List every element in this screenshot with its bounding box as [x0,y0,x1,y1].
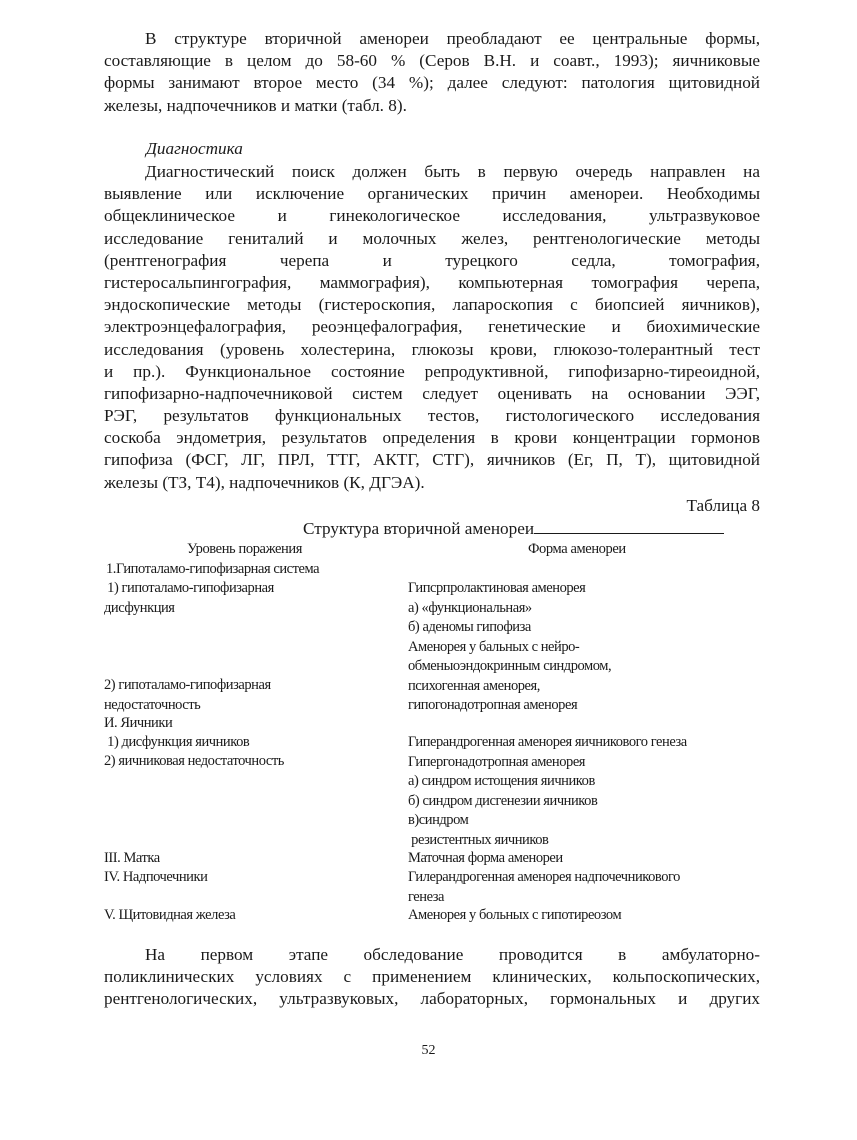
diagnostics-line: исследование гениталий и молочных желез, рентгенологические методы [104,228,760,248]
diagnostics-line: соскоба эндометрия, результатов определения в крови концентрации гормонов [104,428,760,448]
cell-line: 1.Гипоталамо-гипофизарная система [106,561,320,577]
cell-line: 2) яичниковая недостаточность [104,753,284,769]
table-label: Таблица 8 [686,496,760,515]
section-heading: Диагностика [146,139,243,158]
intro-line: В структуре вторичной аменореи преобладают ее центральные формы, [145,29,760,48]
table-cell-level [104,752,284,772]
cell-line: III. Матка [104,850,160,866]
cell-line: недостаточность [104,696,201,713]
closing-line: поликлинических условиях с применением клинических, кольпоскопических, [104,967,760,987]
table-cell-form [408,579,611,716]
cell-line: в)синдром [408,812,469,828]
table-caption-text: Структура вторичной аменореи [303,519,535,538]
table-cell-level [104,849,160,869]
table-cell-form [408,906,621,926]
closing-line: На первом этапе обследование проводится в амбулаторно- [145,945,760,964]
diagnostics-line: РЭГ, результатов функциональных тестов, гистологического исследования [104,406,760,426]
closing-paragraph [104,944,760,1011]
cell-line: обменыоэндокринным синдромом, [408,658,612,674]
cell-line: б) синдром дисгенезии яичников [408,792,598,809]
diagnostics-line: гипофизарно-надпочечниковой систем следует оценивать на основании ЭЭГ, [104,383,760,403]
diagnostics-line: выявление или исключение органических причин аменореи. Необходимы [104,184,760,204]
cell-line: Гипергонадотропная аменорея [408,753,586,770]
cell-line: И. Яичники [104,715,173,731]
cell-line: Гиперандрогенная аменорея яичникового генеза [408,734,687,750]
cell-line: 1) дисфункция яичников [104,734,250,750]
table-cell-level [104,868,207,888]
diagnostics-paragraph [104,161,760,494]
table-cell-form [408,849,563,869]
intro-line: составляющие в целом до 58-60 % (Серов В.Н. и соавт., 1993); яичниковые [104,51,760,71]
diagnostics-line: Диагностический поиск должен быть в первую очередь направлен на [145,162,760,181]
diagnostics-line: эндоскопические методы (гистероскопия, лапароскопия с биопсией яичников), [104,295,760,315]
cell-line: дисфункция [104,599,175,616]
intro-line: формы занимают второе место (34 %); далее следуют: патология щитовидной [104,73,760,93]
diagnostics-line: общеклиническое и гинекологическое исследования, ультразвуковое [104,206,760,226]
diagnostics-line: (рентгенография черепа и турецкого седла, томография, [104,250,760,270]
page-number: 52 [421,1043,436,1058]
table-col-header-level: Уровень поражения [187,541,303,557]
table-cell-level [104,733,249,753]
cell-line: гипогонадотропная аменорея [408,697,578,713]
cell-line: генеза [408,888,445,905]
cell-line: IV. Надпочечники [104,869,208,885]
cell-line: резистентных яичников [408,831,549,848]
table-cell-level [104,676,271,715]
table-col-header-form: Форма аменореи [528,541,626,557]
cell-line: Аменорея у больных с гипотиреозом [408,907,622,923]
cell-line: 1) гипоталамо-гипофизарная [104,580,274,596]
cell-line: а) «функциональная» [408,599,532,616]
diagnostics-line: и пр.). Функциональное состояние репродуктивной, гипофизарно-тиреоидной, [104,361,760,381]
diagnostics-line: электроэнцефалография, реоэнцефалография, генетические и биохимические [104,317,760,337]
table-cell-level [106,560,319,580]
cell-line: а) синдром истощения яичников [408,773,595,789]
table-cell-form [408,733,687,850]
diagnostics-line: железы (ТЗ, Т4), надпочечников (К, ДГЭА). [104,472,425,492]
cell-line: 2) гипоталамо-гипофизарная [104,677,271,693]
intro-line: железы, надпочечников и матки (табл. 8). [104,95,407,115]
closing-line: рентгенологических, ультразвуковых, лабораторных, гормональных и других [104,989,760,1009]
caption-underline [534,519,724,534]
cell-line: психогенная аменорея, [408,677,540,694]
diagnostics-line: исследования (уровень холестерина, глюкозы крови, глюкозо-толерантный тест [104,339,760,359]
diagnostics-line: гипофиза (ФСГ, ЛГ, ПРЛ, ТТГ, АКТГ, СТГ), яичников (Ег, П, Т), щитовидной [104,450,760,470]
intro-paragraph [104,28,760,117]
cell-line: V. Щитовидная железа [104,907,236,923]
table-cell-level [104,714,172,734]
diagnostics-line: гистеросальпингография, маммография), компьютерная томография черепа, [104,272,760,292]
cell-line: Гипсрпролактиновая аменорея [408,580,586,596]
table-cell-level [104,906,235,926]
table-cell-form [408,868,680,907]
table-cell-level [104,579,274,618]
cell-line: Аменорея у бальных с нейро- [408,638,580,655]
cell-line: б) аденомы гипофиза [408,619,531,635]
cell-line: Маточная форма аменореи [408,850,563,866]
cell-line: Гилерандрогенная аменорея надпочечникового [408,869,680,885]
table-caption [303,519,724,539]
